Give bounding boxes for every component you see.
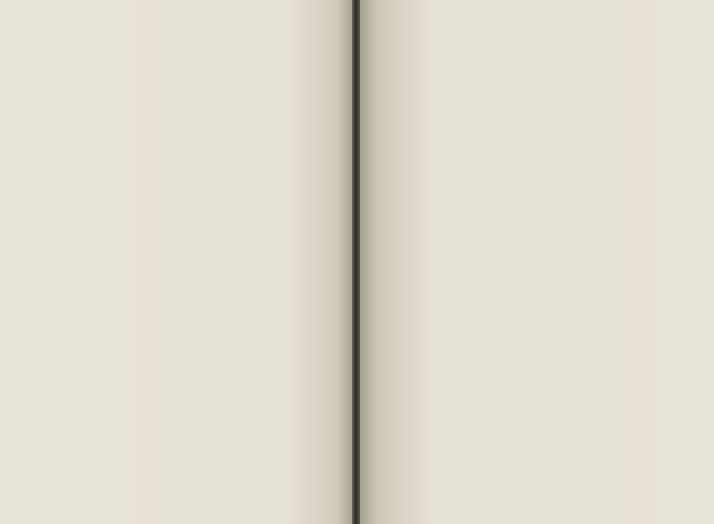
left-page [0,0,352,524]
right-page [360,0,714,524]
book-gutter [352,0,360,524]
